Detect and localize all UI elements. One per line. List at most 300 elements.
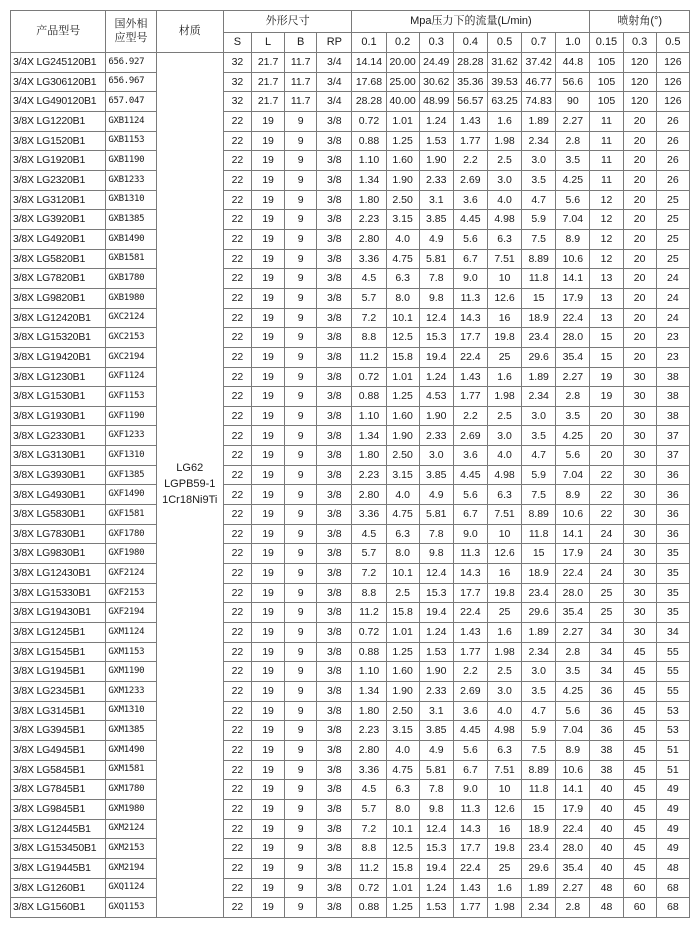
cell-flow: 0.72	[352, 623, 386, 643]
cell-angle: 19	[590, 367, 623, 387]
cell-flow: 8.9	[556, 229, 590, 249]
cell-intl-model: GXM2124	[106, 819, 156, 839]
cell-flow: 5.7	[352, 288, 386, 308]
header-dim-0: S	[223, 33, 251, 53]
cell-flow: 16	[487, 819, 521, 839]
cell-model: 3/8X LG3930B1	[11, 465, 106, 485]
cell-l: 19	[252, 446, 285, 466]
cell-flow: 1.01	[386, 623, 419, 643]
cell-flow: 18.9	[522, 819, 556, 839]
cell-b: 9	[285, 701, 317, 721]
cell-flow: 25.00	[386, 72, 419, 92]
cell-flow: 7.8	[419, 780, 453, 800]
cell-flow: 18.9	[522, 564, 556, 584]
cell-flow: 1.25	[386, 642, 419, 662]
cell-flow: 15.3	[419, 583, 453, 603]
cell-flow: 8.9	[556, 485, 590, 505]
cell-flow: 19.4	[419, 603, 453, 623]
cell-flow: 8.8	[352, 328, 386, 348]
cell-flow: 1.89	[522, 623, 556, 643]
cell-flow: 3.5	[522, 170, 556, 190]
cell-flow: 1.34	[352, 170, 386, 190]
cell-intl-model: GXF1980	[106, 544, 156, 564]
cell-angle: 15	[590, 328, 623, 348]
cell-b: 9	[285, 544, 317, 564]
cell-angle: 36	[656, 505, 689, 525]
table-row	[11, 406, 690, 426]
cell-intl-model: GXF1780	[106, 524, 156, 544]
cell-s: 32	[223, 72, 251, 92]
cell-model: 3/8X LG4945B1	[11, 740, 106, 760]
cell-flow: 28.28	[352, 92, 386, 112]
cell-b: 9	[285, 799, 317, 819]
cell-intl-model: GXM1124	[106, 623, 156, 643]
cell-flow: 10.1	[386, 819, 419, 839]
cell-rp: 3/8	[317, 446, 352, 466]
table-row	[11, 839, 690, 859]
cell-flow: 56.6	[556, 72, 590, 92]
cell-b: 9	[285, 662, 317, 682]
cell-angle: 23	[656, 347, 689, 367]
cell-flow: 0.88	[352, 642, 386, 662]
cell-angle: 30	[623, 583, 656, 603]
cell-flow: 8.0	[386, 544, 419, 564]
cell-b: 11.7	[285, 72, 317, 92]
cell-flow: 16	[487, 564, 521, 584]
cell-flow: 12.6	[487, 799, 521, 819]
cell-angle: 22	[590, 505, 623, 525]
cell-flow: 1.90	[419, 151, 453, 171]
cell-intl-model: GXF1190	[106, 406, 156, 426]
cell-flow: 28.0	[556, 328, 590, 348]
cell-flow: 14.3	[453, 564, 487, 584]
cell-flow: 18.9	[522, 308, 556, 328]
cell-flow: 5.6	[453, 229, 487, 249]
table-row	[11, 210, 690, 230]
cell-flow: 29.6	[522, 603, 556, 623]
cell-flow: 4.25	[556, 426, 590, 446]
cell-s: 22	[223, 682, 251, 702]
cell-angle: 38	[590, 740, 623, 760]
cell-model: 3/8X LG2330B1	[11, 426, 106, 446]
cell-s: 22	[223, 229, 251, 249]
cell-angle: 19	[590, 387, 623, 407]
cell-l: 19	[252, 740, 285, 760]
cell-s: 22	[223, 799, 251, 819]
cell-s: 22	[223, 701, 251, 721]
cell-angle: 45	[623, 740, 656, 760]
cell-flow: 19.8	[487, 583, 521, 603]
cell-flow: 8.9	[556, 740, 590, 760]
cell-flow: 10.6	[556, 760, 590, 780]
cell-flow: 1.98	[487, 131, 521, 151]
cell-flow: 3.36	[352, 760, 386, 780]
cell-angle: 20	[590, 406, 623, 426]
cell-flow: 2.23	[352, 721, 386, 741]
cell-l: 19	[252, 367, 285, 387]
cell-flow: 15.3	[419, 839, 453, 859]
cell-flow: 2.50	[386, 190, 419, 210]
cell-angle: 20	[590, 426, 623, 446]
cell-intl-model: GXF1310	[106, 446, 156, 466]
table-row	[11, 623, 690, 643]
cell-flow: 8.8	[352, 839, 386, 859]
cell-flow: 46.77	[522, 72, 556, 92]
cell-flow: 2.27	[556, 367, 590, 387]
cell-model: 3/8X LG5820B1	[11, 249, 106, 269]
cell-angle: 53	[656, 721, 689, 741]
table-row	[11, 721, 690, 741]
cell-flow: 16	[487, 308, 521, 328]
cell-s: 22	[223, 170, 251, 190]
cell-model: 3/8X LG7830B1	[11, 524, 106, 544]
cell-flow: 3.0	[522, 151, 556, 171]
cell-flow: 3.5	[522, 426, 556, 446]
cell-rp: 3/8	[317, 170, 352, 190]
table-row	[11, 151, 690, 171]
cell-angle: 35	[656, 564, 689, 584]
cell-intl-model: GXB1980	[106, 288, 156, 308]
cell-angle: 40	[590, 858, 623, 878]
cell-model: 3/8X LG19445B1	[11, 858, 106, 878]
cell-angle: 105	[590, 53, 623, 73]
cell-angle: 20	[623, 131, 656, 151]
cell-rp: 3/8	[317, 564, 352, 584]
cell-s: 22	[223, 151, 251, 171]
cell-model: 3/4X LG245120B1	[11, 53, 106, 73]
cell-angle: 40	[590, 780, 623, 800]
cell-flow: 2.5	[487, 406, 521, 426]
cell-flow: 19.4	[419, 347, 453, 367]
cell-angle: 40	[590, 819, 623, 839]
cell-s: 22	[223, 328, 251, 348]
cell-flow: 1.43	[453, 878, 487, 898]
cell-intl-model: GXM1233	[106, 682, 156, 702]
cell-b: 11.7	[285, 92, 317, 112]
cell-angle: 36	[656, 485, 689, 505]
cell-flow: 1.98	[487, 387, 521, 407]
cell-flow: 14.1	[556, 269, 590, 289]
cell-angle: 49	[656, 839, 689, 859]
cell-angle: 51	[656, 760, 689, 780]
cell-rp: 3/8	[317, 642, 352, 662]
cell-flow: 7.5	[522, 740, 556, 760]
cell-model: 3/8X LG1920B1	[11, 151, 106, 171]
cell-angle: 45	[623, 780, 656, 800]
cell-flow: 0.88	[352, 387, 386, 407]
cell-flow: 5.81	[419, 760, 453, 780]
cell-intl-model: GXB1124	[106, 111, 156, 131]
cell-b: 9	[285, 308, 317, 328]
cell-flow: 5.9	[522, 465, 556, 485]
cell-flow: 0.72	[352, 111, 386, 131]
cell-flow: 35.4	[556, 858, 590, 878]
cell-flow: 5.6	[453, 485, 487, 505]
cell-flow: 28.0	[556, 839, 590, 859]
cell-flow: 12.6	[487, 288, 521, 308]
cell-flow: 3.15	[386, 721, 419, 741]
cell-flow: 23.4	[522, 583, 556, 603]
cell-flow: 11.3	[453, 799, 487, 819]
cell-model: 3/8X LG7845B1	[11, 780, 106, 800]
material-line: LG62	[176, 462, 204, 475]
cell-model: 3/8X LG4930B1	[11, 485, 106, 505]
cell-flow: 1.77	[453, 131, 487, 151]
cell-intl-model: GXM2153	[106, 839, 156, 859]
cell-model: 3/8X LG9845B1	[11, 799, 106, 819]
cell-s: 22	[223, 642, 251, 662]
cell-flow: 2.27	[556, 623, 590, 643]
cell-intl-model: GXF1124	[106, 367, 156, 387]
table-row	[11, 308, 690, 328]
cell-l: 19	[252, 465, 285, 485]
cell-flow: 12.4	[419, 819, 453, 839]
cell-flow: 1.25	[386, 898, 419, 918]
cell-flow: 6.7	[453, 249, 487, 269]
cell-flow: 7.04	[556, 465, 590, 485]
cell-flow: 2.8	[556, 387, 590, 407]
cell-model: 3/8X LG7820B1	[11, 269, 106, 289]
cell-flow: 4.0	[386, 485, 419, 505]
cell-s: 22	[223, 544, 251, 564]
cell-s: 22	[223, 426, 251, 446]
cell-flow: 4.7	[522, 446, 556, 466]
cell-l: 19	[252, 623, 285, 643]
cell-rp: 3/8	[317, 328, 352, 348]
cell-flow: 1.6	[487, 367, 521, 387]
cell-rp: 3/8	[317, 682, 352, 702]
cell-angle: 20	[623, 249, 656, 269]
cell-l: 21.7	[252, 72, 285, 92]
cell-angle: 20	[623, 151, 656, 171]
table-row	[11, 288, 690, 308]
cell-flow: 4.0	[487, 190, 521, 210]
cell-angle: 36	[590, 701, 623, 721]
table-row	[11, 485, 690, 505]
cell-flow: 4.45	[453, 465, 487, 485]
cell-flow: 1.90	[419, 406, 453, 426]
cell-flow: 15	[522, 799, 556, 819]
cell-s: 22	[223, 406, 251, 426]
cell-flow: 1.43	[453, 623, 487, 643]
cell-material	[156, 53, 223, 918]
cell-model: 3/8X LG3120B1	[11, 190, 106, 210]
cell-angle: 11	[590, 111, 623, 131]
cell-flow: 4.0	[386, 229, 419, 249]
cell-flow: 1.25	[386, 387, 419, 407]
cell-intl-model: GXB1385	[106, 210, 156, 230]
cell-flow: 4.75	[386, 505, 419, 525]
cell-angle: 25	[590, 583, 623, 603]
cell-flow: 14.1	[556, 524, 590, 544]
cell-l: 19	[252, 387, 285, 407]
cell-model: 3/8X LG1220B1	[11, 111, 106, 131]
cell-model: 3/8X LG1230B1	[11, 367, 106, 387]
cell-b: 9	[285, 387, 317, 407]
cell-angle: 24	[590, 544, 623, 564]
cell-flow: 6.7	[453, 505, 487, 525]
cell-angle: 105	[590, 72, 623, 92]
cell-flow: 14.3	[453, 819, 487, 839]
table-row	[11, 269, 690, 289]
cell-angle: 45	[623, 662, 656, 682]
cell-flow: 3.15	[386, 465, 419, 485]
cell-b: 9	[285, 131, 317, 151]
table-row	[11, 446, 690, 466]
cell-angle: 36	[590, 721, 623, 741]
cell-flow: 1.90	[386, 170, 419, 190]
cell-l: 19	[252, 131, 285, 151]
cell-s: 22	[223, 269, 251, 289]
cell-flow: 17.7	[453, 583, 487, 603]
cell-s: 32	[223, 53, 251, 73]
cell-angle: 20	[623, 170, 656, 190]
cell-angle: 20	[590, 446, 623, 466]
cell-angle: 60	[623, 878, 656, 898]
cell-angle: 30	[623, 406, 656, 426]
spec-table-body	[11, 53, 690, 918]
cell-intl-model: GXF1233	[106, 426, 156, 446]
cell-s: 22	[223, 505, 251, 525]
cell-b: 9	[285, 583, 317, 603]
cell-flow: 1.60	[386, 662, 419, 682]
cell-l: 19	[252, 308, 285, 328]
cell-angle: 26	[656, 111, 689, 131]
cell-l: 19	[252, 662, 285, 682]
cell-flow: 11.8	[522, 780, 556, 800]
cell-flow: 1.10	[352, 406, 386, 426]
cell-angle: 105	[590, 92, 623, 112]
cell-flow: 3.85	[419, 721, 453, 741]
cell-l: 19	[252, 288, 285, 308]
cell-rp: 3/8	[317, 740, 352, 760]
cell-l: 19	[252, 111, 285, 131]
cell-s: 22	[223, 111, 251, 131]
cell-flow: 48.99	[419, 92, 453, 112]
cell-flow: 2.8	[556, 131, 590, 151]
cell-rp: 3/8	[317, 347, 352, 367]
cell-flow: 4.0	[487, 701, 521, 721]
cell-flow: 1.53	[419, 642, 453, 662]
cell-flow: 8.0	[386, 288, 419, 308]
cell-l: 19	[252, 406, 285, 426]
cell-flow: 7.5	[522, 485, 556, 505]
table-row	[11, 524, 690, 544]
cell-b: 9	[285, 465, 317, 485]
cell-flow: 7.51	[487, 505, 521, 525]
cell-angle: 36	[656, 465, 689, 485]
cell-angle: 45	[623, 682, 656, 702]
cell-angle: 30	[623, 544, 656, 564]
cell-angle: 25	[656, 210, 689, 230]
table-row	[11, 249, 690, 269]
cell-flow: 2.34	[522, 131, 556, 151]
cell-rp: 3/8	[317, 229, 352, 249]
cell-flow: 1.24	[419, 367, 453, 387]
cell-intl-model: GXM1780	[106, 780, 156, 800]
cell-angle: 36	[656, 524, 689, 544]
cell-l: 19	[252, 721, 285, 741]
cell-flow: 3.5	[556, 406, 590, 426]
cell-model: 3/8X LG5845B1	[11, 760, 106, 780]
cell-l: 19	[252, 564, 285, 584]
cell-intl-model: GXM2194	[106, 858, 156, 878]
cell-flow: 4.25	[556, 682, 590, 702]
cell-flow: 2.27	[556, 878, 590, 898]
cell-angle: 20	[623, 111, 656, 131]
cell-model: 3/8X LG2320B1	[11, 170, 106, 190]
cell-rp: 3/8	[317, 799, 352, 819]
table-row	[11, 465, 690, 485]
cell-model: 3/8X LG1930B1	[11, 406, 106, 426]
cell-flow: 1.89	[522, 367, 556, 387]
cell-angle: 12	[590, 190, 623, 210]
cell-intl-model: GXF2124	[106, 564, 156, 584]
cell-flow: 2.5	[386, 583, 419, 603]
cell-flow: 7.04	[556, 721, 590, 741]
cell-rp: 3/8	[317, 544, 352, 564]
cell-angle: 13	[590, 288, 623, 308]
cell-model: 3/8X LG19430B1	[11, 603, 106, 623]
cell-flow: 20.00	[386, 53, 419, 73]
cell-flow: 11.2	[352, 347, 386, 367]
cell-rp: 3/8	[317, 308, 352, 328]
cell-flow: 2.50	[386, 701, 419, 721]
cell-model: 3/8X LG9820B1	[11, 288, 106, 308]
cell-rp: 3/8	[317, 623, 352, 643]
cell-b: 9	[285, 839, 317, 859]
table-row	[11, 819, 690, 839]
cell-flow: 1.90	[386, 682, 419, 702]
cell-flow: 2.2	[453, 406, 487, 426]
cell-s: 22	[223, 446, 251, 466]
cell-flow: 15.8	[386, 858, 419, 878]
cell-flow: 4.45	[453, 210, 487, 230]
table-row	[11, 858, 690, 878]
cell-model: 3/4X LG490120B1	[11, 92, 106, 112]
cell-intl-model: GXB1780	[106, 269, 156, 289]
table-row	[11, 544, 690, 564]
cell-model: 3/8X LG3920B1	[11, 210, 106, 230]
cell-model: 3/8X LG1560B1	[11, 898, 106, 918]
cell-l: 19	[252, 780, 285, 800]
cell-l: 19	[252, 858, 285, 878]
cell-flow: 7.51	[487, 760, 521, 780]
cell-intl-model: GXF1490	[106, 485, 156, 505]
cell-l: 19	[252, 642, 285, 662]
cell-intl-model: GXF2153	[106, 583, 156, 603]
cell-flow: 2.2	[453, 151, 487, 171]
cell-angle: 11	[590, 170, 623, 190]
cell-flow: 15.8	[386, 603, 419, 623]
cell-flow: 12.5	[386, 839, 419, 859]
cell-flow: 25	[487, 603, 521, 623]
cell-angle: 45	[623, 701, 656, 721]
table-row	[11, 701, 690, 721]
cell-angle: 49	[656, 799, 689, 819]
cell-angle: 120	[623, 72, 656, 92]
cell-rp: 3/8	[317, 505, 352, 525]
cell-flow: 22.4	[556, 308, 590, 328]
cell-flow: 8.89	[522, 249, 556, 269]
cell-intl-model: GXB1490	[106, 229, 156, 249]
cell-flow: 15.8	[386, 347, 419, 367]
cell-flow: 25	[487, 347, 521, 367]
cell-b: 9	[285, 760, 317, 780]
header-intl-line2: 应型号	[114, 31, 148, 44]
cell-flow: 35.4	[556, 603, 590, 623]
cell-angle: 24	[590, 564, 623, 584]
